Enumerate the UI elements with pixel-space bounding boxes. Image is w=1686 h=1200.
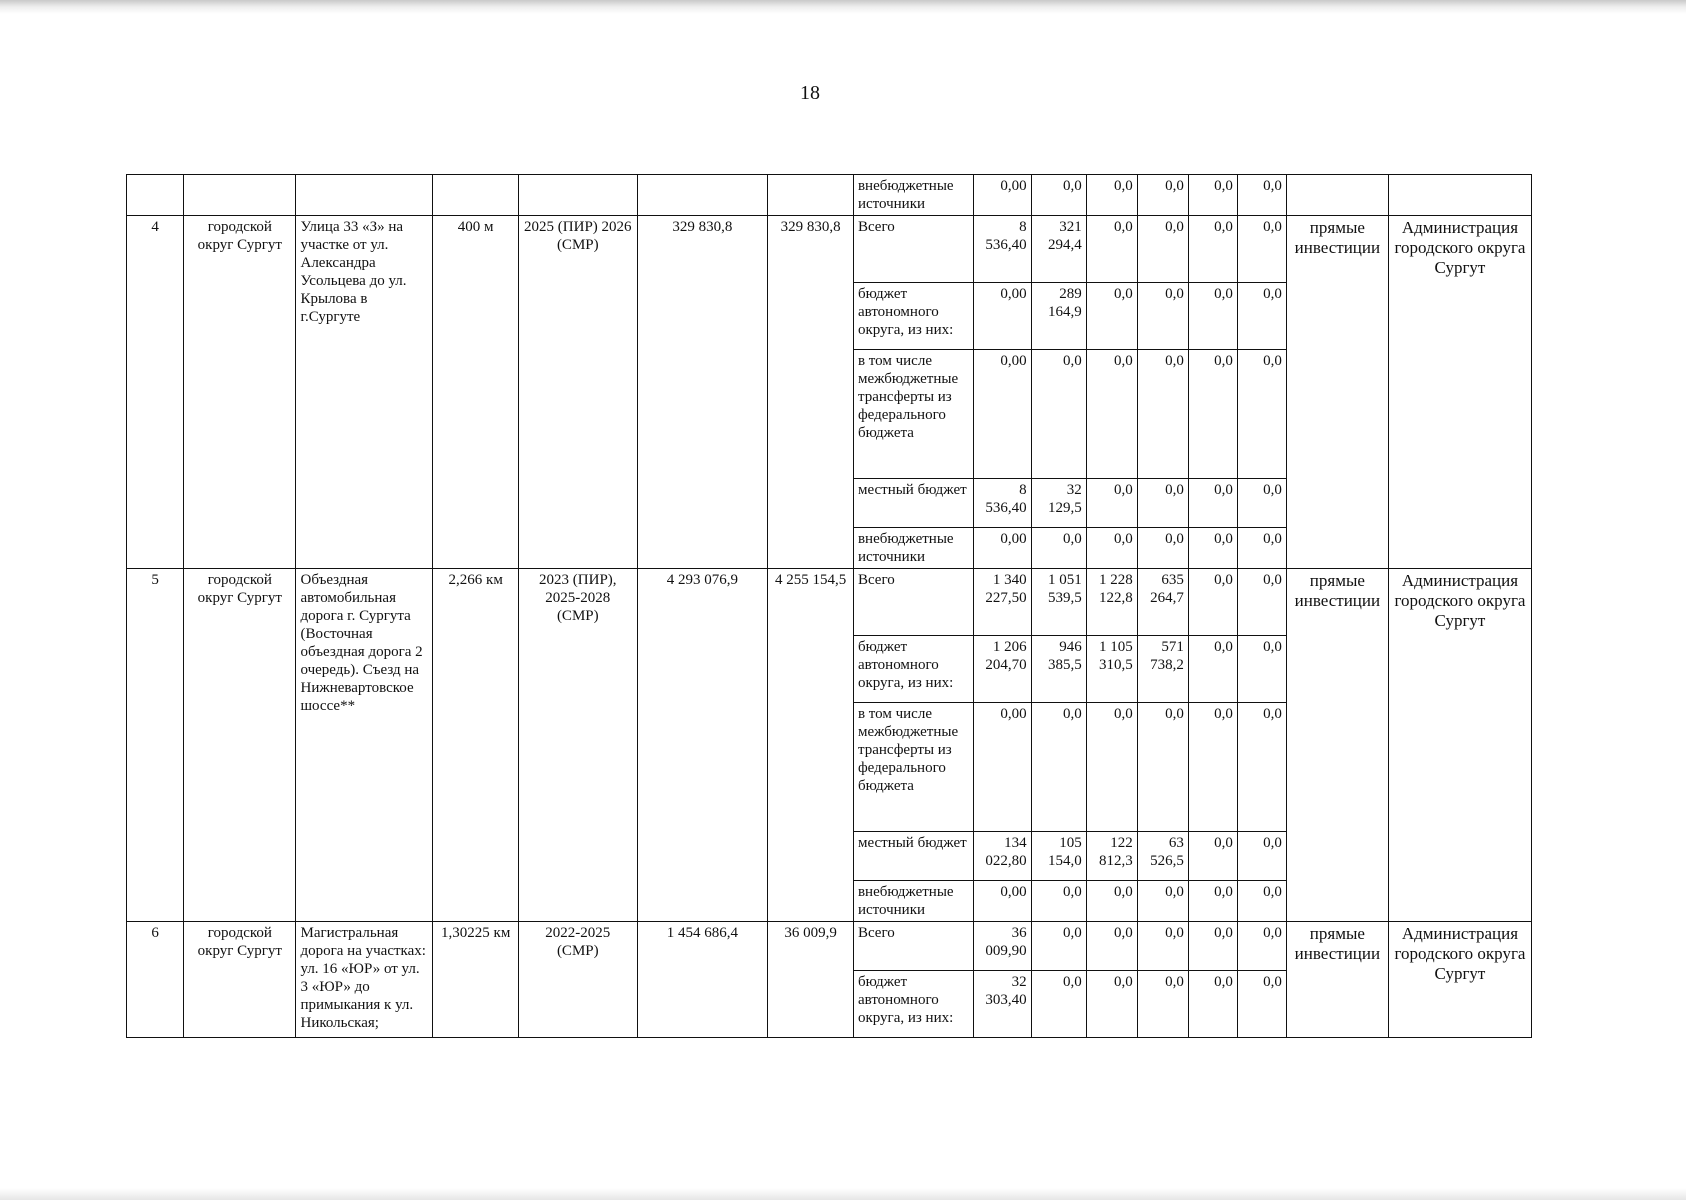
investment-table	[126, 174, 1532, 1038]
value-cell: 1 228 122,8	[1086, 569, 1137, 636]
value-cell: 0,0	[1086, 350, 1137, 479]
table-row-continuation	[127, 175, 1532, 216]
remaining-cost: 36 009,9	[768, 922, 854, 1038]
value-cell: 1 105 310,5	[1086, 636, 1137, 703]
value-cell: 0,0	[1237, 832, 1286, 881]
customer: Администрация городского округа Сургут	[1388, 922, 1531, 1038]
row-number: 5	[127, 569, 184, 922]
source-label: внебюджетные источники	[853, 528, 973, 569]
value-cell: 0,0	[1031, 175, 1086, 216]
scan-edge-bottom	[0, 1188, 1686, 1200]
row-number: 6	[127, 922, 184, 1038]
customer: Администрация городского округа Сургут	[1388, 569, 1531, 922]
value-cell: 0,0	[1086, 479, 1137, 528]
value-cell: 0,0	[1031, 350, 1086, 479]
value-cell: 0,0	[1137, 216, 1188, 283]
capacity: 2,266 км	[433, 569, 519, 922]
value-cell: 0,0	[1031, 881, 1086, 922]
value-cell: 0,00	[974, 881, 1031, 922]
value-cell: 0,0	[1188, 971, 1237, 1038]
value-cell: 0,0	[1237, 569, 1286, 636]
object-name: Улица 33 «З» на участке от ул. Александра Усольцева до ул. Крылова в г.Сургуте	[296, 216, 433, 569]
value-cell: 0,0	[1188, 881, 1237, 922]
value-cell: 0,00	[974, 528, 1031, 569]
value-cell: 0,0	[1237, 636, 1286, 703]
municipality: городской округ Сургут	[184, 216, 296, 569]
value-cell: 1 340 227,50	[974, 569, 1031, 636]
value-cell: 0,0	[1237, 479, 1286, 528]
value-cell: 105 154,0	[1031, 832, 1086, 881]
table-row	[127, 216, 1532, 283]
value-cell: 0,0	[1086, 216, 1137, 283]
value-cell: 0,0	[1086, 528, 1137, 569]
value-cell: 0,0	[1188, 528, 1237, 569]
source-label: местный бюджет	[853, 832, 973, 881]
value-cell: 8 536,40	[974, 479, 1031, 528]
municipality: городской округ Сургут	[184, 569, 296, 922]
source-label: внебюджетные источники	[853, 881, 973, 922]
customer: Администрация городского округа Сургут	[1388, 216, 1531, 569]
source-label: бюджет автономного округа, из них:	[853, 971, 973, 1038]
value-cell: 0,0	[1031, 528, 1086, 569]
value-cell: 0,0	[1031, 922, 1086, 971]
value-cell: 0,0	[1086, 922, 1137, 971]
value-cell: 36 009,90	[974, 922, 1031, 971]
value-cell: 32 303,40	[974, 971, 1031, 1038]
value-cell: 0,0	[1086, 971, 1137, 1038]
value-cell: 0,0	[1237, 216, 1286, 283]
value-cell: 0,0	[1188, 175, 1237, 216]
value-cell: 8 536,40	[974, 216, 1031, 283]
table-row	[127, 922, 1532, 971]
value-cell: 289 164,9	[1031, 283, 1086, 350]
value-cell: 635 264,7	[1137, 569, 1188, 636]
value-cell: 0,0	[1237, 971, 1286, 1038]
value-cell: 321 294,4	[1031, 216, 1086, 283]
value-cell: 0,0	[1237, 350, 1286, 479]
value-cell: 0,0	[1237, 922, 1286, 971]
value-cell: 0,0	[1188, 636, 1237, 703]
source-label: в том числе межбюджетные трансферты из федерального бюджета	[853, 703, 973, 832]
capacity: 400 м	[433, 216, 519, 569]
value-cell: 0,0	[1086, 881, 1137, 922]
value-cell: 0,0	[1031, 971, 1086, 1038]
value-cell: 0,0	[1137, 283, 1188, 350]
investment-form: прямые инвестиции	[1286, 216, 1388, 569]
value-cell: 0,0	[1137, 922, 1188, 971]
value-cell: 0,00	[974, 350, 1031, 479]
value-cell: 0,0	[1237, 283, 1286, 350]
source-label: внебюджетные источники	[853, 175, 973, 216]
municipality: городской округ Сургут	[184, 922, 296, 1038]
investment-form: прямые инвестиции	[1286, 922, 1388, 1038]
source-label: местный бюджет	[853, 479, 973, 528]
value-cell: 0,0	[1188, 283, 1237, 350]
value-cell: 0,0	[1188, 922, 1237, 971]
value-cell: 0,0	[1237, 703, 1286, 832]
value-cell: 0,0	[1188, 479, 1237, 528]
value-cell: 32 129,5	[1031, 479, 1086, 528]
value-cell: 571 738,2	[1137, 636, 1188, 703]
source-label: в том числе межбюджетные трансферты из федерального бюджета	[853, 350, 973, 479]
value-cell: 0,0	[1086, 703, 1137, 832]
period: 2023 (ПИР), 2025-2028 (СМР)	[519, 569, 637, 922]
value-cell: 0,00	[974, 283, 1031, 350]
remaining-cost: 4 255 154,5	[768, 569, 854, 922]
value-cell: 0,0	[1188, 703, 1237, 832]
value-cell: 0,0	[1137, 175, 1188, 216]
estimated-cost: 1 454 686,4	[637, 922, 768, 1038]
value-cell: 0,0	[1237, 881, 1286, 922]
value-cell: 0,00	[974, 175, 1031, 216]
table-row	[127, 569, 1532, 636]
estimated-cost: 329 830,8	[637, 216, 768, 569]
value-cell: 0,0	[1188, 832, 1237, 881]
value-cell: 0,0	[1137, 703, 1188, 832]
source-label: Всего	[853, 216, 973, 283]
value-cell: 0,0	[1086, 175, 1137, 216]
value-cell: 0,0	[1237, 528, 1286, 569]
value-cell: 0,0	[1188, 569, 1237, 636]
value-cell: 1 051 539,5	[1031, 569, 1086, 636]
remaining-cost: 329 830,8	[768, 216, 854, 569]
row-number: 4	[127, 216, 184, 569]
period: 2022-2025 (СМР)	[519, 922, 637, 1038]
value-cell: 946 385,5	[1031, 636, 1086, 703]
page-number: 18	[800, 82, 820, 104]
source-label: бюджет автономного округа, из них:	[853, 636, 973, 703]
value-cell: 0,0	[1086, 283, 1137, 350]
value-cell: 122 812,3	[1086, 832, 1137, 881]
value-cell: 0,0	[1031, 703, 1086, 832]
value-cell: 0,00	[974, 703, 1031, 832]
source-label: Всего	[853, 922, 973, 971]
value-cell: 0,0	[1137, 881, 1188, 922]
value-cell: 0,0	[1137, 350, 1188, 479]
object-name: Магистральная дорога на участках: ул. 16 «ЮР» от ул. 3 «ЮР» до примыкания к ул. Никольская;	[296, 922, 433, 1038]
value-cell: 1 206 204,70	[974, 636, 1031, 703]
value-cell: 134 022,80	[974, 832, 1031, 881]
capacity: 1,30225 км	[433, 922, 519, 1038]
value-cell: 0,0	[1137, 971, 1188, 1038]
investment-form: прямые инвестиции	[1286, 569, 1388, 922]
value-cell: 0,0	[1188, 216, 1237, 283]
value-cell: 0,0	[1188, 350, 1237, 479]
value-cell: 63 526,5	[1137, 832, 1188, 881]
value-cell: 0,0	[1237, 175, 1286, 216]
source-label: Всего	[853, 569, 973, 636]
source-label: бюджет автономного округа, из них:	[853, 283, 973, 350]
value-cell: 0,0	[1137, 528, 1188, 569]
period: 2025 (ПИР) 2026 (СМР)	[519, 216, 637, 569]
value-cell: 0,0	[1137, 479, 1188, 528]
object-name: Объездная автомобильная дорога г. Сургута (Восточная объездная дорога 2 очередь). Съезд на Нижневартовское шоссе**	[296, 569, 433, 922]
estimated-cost: 4 293 076,9	[637, 569, 768, 922]
scan-edge-top	[0, 0, 1686, 14]
